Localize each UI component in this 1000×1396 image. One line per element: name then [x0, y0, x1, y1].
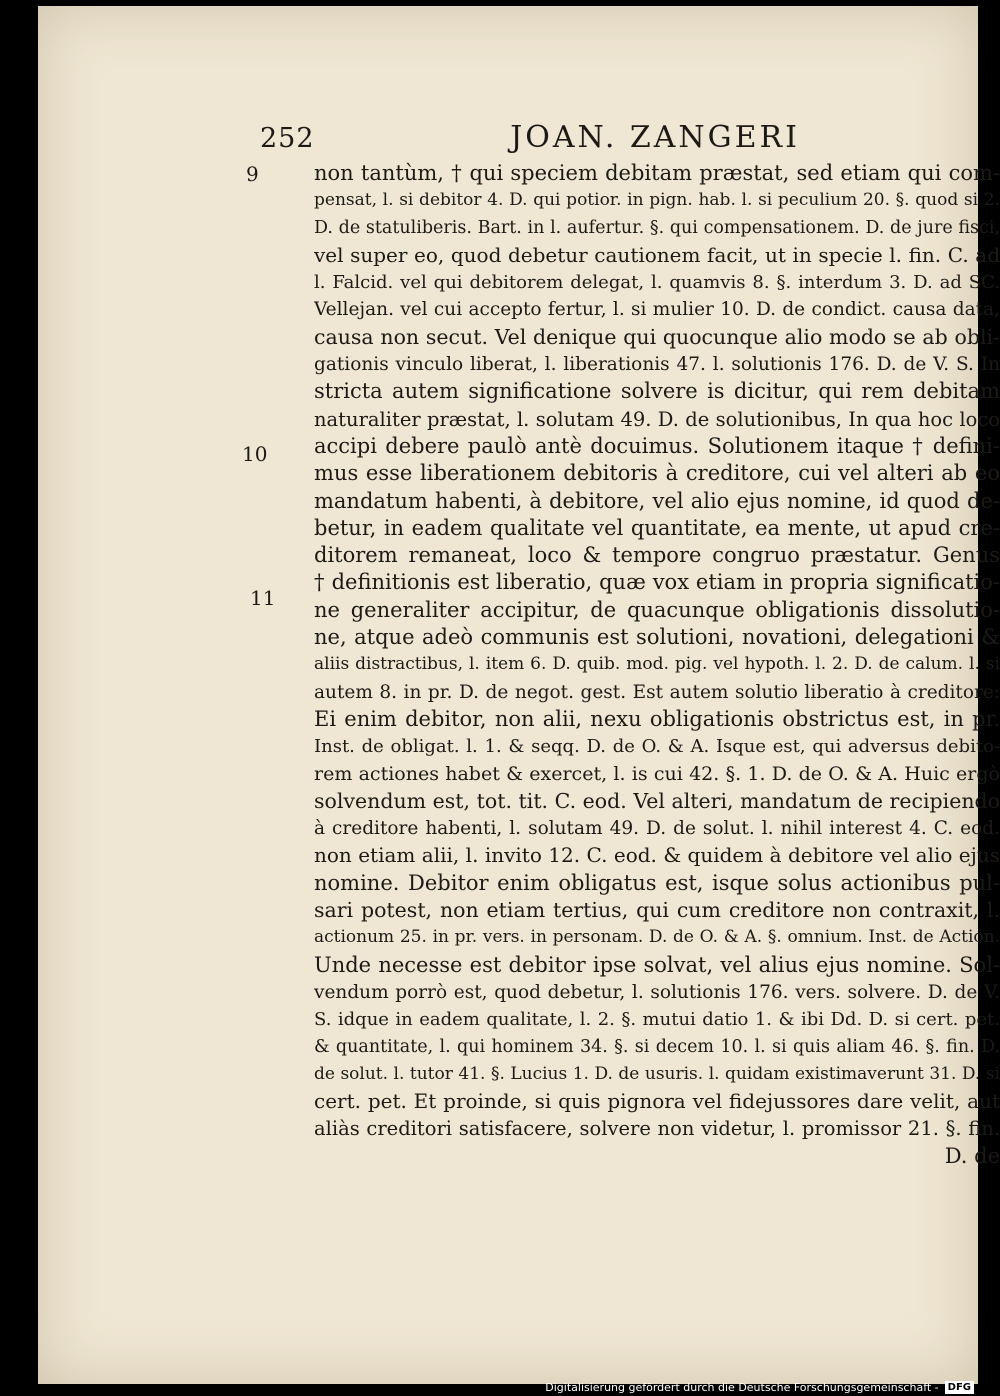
text-line: vendum porrò est, quod debetur, l. solutionis 176. vers. solvere. D. de V.: [314, 981, 1000, 1003]
digitization-footer: [545, 1378, 974, 1396]
text-line: cert. pet. Et proinde, si quis pignora vel fidejussores dare velit, aut: [314, 1089, 1000, 1114]
text-line: betur, in eadem qualitate vel quantitate, ea mente, ut apud cre-: [314, 515, 1000, 540]
text-line: stricta autem significatione solvere is dicitur, qui rem debitam: [314, 379, 1000, 404]
page-header: [260, 120, 800, 155]
text-line: actionum 25. in pr. vers. in personam. D. de O. & A. §. omnium. Inst. de Action.: [314, 927, 1000, 948]
text-line: rem actiones habet & exercet, l. is cui 42. §. 1. D. de O. & A. Huic ergò: [314, 762, 1000, 785]
text-line: ne, atque adeò communis est solutioni, novationi, delegationi &: [314, 625, 1000, 650]
footer-text: Digitalisierung gefördert durch die Deutsche Forschungsgemeinschaft -: [545, 1380, 939, 1394]
text-line: mandatum habenti, à debitore, vel alio ejus nomine, id quod de-: [314, 488, 1000, 513]
text-line: D. de statuliberis. Bart. in l. aufertur. §. qui compensationem. D. de jure fisci,: [314, 217, 1000, 238]
text-line: & quantitate, l. qui hominem 34. §. si decem 10. l. si quis aliam 46. §. fin. D.: [314, 1036, 1000, 1057]
book-page: [38, 6, 1000, 1384]
text-line: de solut. l. tutor 41. §. Lucius 1. D. de usuris. l. quidam existimaverunt 31. D. si: [314, 1063, 1000, 1084]
text-line: sari potest, non etiam tertius, qui cum creditore non contraxit, l.: [314, 898, 1000, 923]
text-line: ne generaliter accipitur, de quacunque obligationis dissolutio-: [314, 597, 1000, 622]
text-line: ditorem remaneat, loco & tempore congruo præstatur. Genus: [314, 543, 1000, 568]
text-line: non etiam alii, l. invito 12. C. eod. & quidem à debitore vel alio ejus: [314, 843, 1000, 868]
text-line: mus esse liberationem debitoris à creditore, cui vel alteri ab eo: [314, 461, 1000, 486]
running-title: JOAN. ZANGERI: [510, 120, 800, 155]
dfg-logo-icon: DFG: [945, 1381, 974, 1394]
text-line: pensat, l. si debitor 4. D. qui potior. in pign. hab. l. si peculium 20. §. quod si 2.: [314, 190, 1000, 211]
text-line: à creditore habenti, l. solutam 49. D. de solut. l. nihil interest 4. C. eod.: [314, 818, 1000, 840]
text-line: aliàs creditori satisfacere, solvere non videtur, l. promissor 21. §. fin.: [314, 1117, 1000, 1141]
text-line: S. idque in eadem qualitate, l. 2. §. mutui datio 1. & ibi Dd. D. si cert. pet.: [314, 1009, 1000, 1031]
text-line: Ei enim debitor, non alii, nexu obligationis obstrictus est, in pr.: [314, 706, 1000, 731]
body-text: [314, 160, 1000, 1170]
text-line: Unde necesse est debitor ipse solvat, vel alius ejus nomine. Sol-: [314, 952, 1000, 977]
text-line: vel super eo, quod debetur cautionem facit, ut in specie l. fin. C. ad: [314, 242, 1000, 267]
margin-number-10: 10: [242, 442, 268, 466]
text-line: Inst. de obligat. l. 1. & seqq. D. de O. & A. Isque est, qui adversus debito-: [314, 736, 1000, 758]
text-line: aliis distractibus, l. item 6. D. quib. mod. pig. vel hypoth. l. 2. D. de calum. l. si: [314, 654, 1000, 675]
text-line: accipi debere paulò antè docuimus. Solutionem itaque † defini-: [314, 433, 1000, 458]
page-number: 252: [260, 123, 315, 154]
text-line: autem 8. in pr. D. de negot. gest. Est autem solutio liberatio à creditore:: [314, 681, 1000, 703]
catchword: D. de: [944, 1143, 1000, 1168]
text-line: Vellejan. vel cui accepto fertur, l. si mulier 10. D. de condict. causa data,: [314, 299, 1000, 321]
text-line: causa non secut. Vel denique qui quocunque alio modo se ab obli-: [314, 324, 1000, 349]
margin-number-11: 11: [250, 586, 276, 610]
text-line: † definitionis est liberatio, quæ vox etiam in propria significatio-: [314, 570, 1000, 595]
margin-number-9: 9: [246, 162, 259, 186]
text-line: l. Falcid. vel qui debitorem delegat, l. quamvis 8. §. interdum 3. D. ad SC.: [314, 272, 1000, 294]
text-line: non tantùm, † qui speciem debitam præstat, sed etiam qui com-: [314, 161, 1000, 185]
text-line: naturaliter præstat, l. solutam 49. D. de solutionibus, In qua hoc loco: [314, 407, 1000, 431]
text-line: nomine. Debitor enim obligatus est, isque solus actionibus pul-: [314, 870, 1000, 895]
text-line: solvendum est, tot. tit. C. eod. Vel alteri, mandatum de recipiendo: [314, 788, 1000, 813]
text-line: gationis vinculo liberat, l. liberationis 47. l. solutionis 176. D. de V. S. In: [314, 354, 1000, 376]
